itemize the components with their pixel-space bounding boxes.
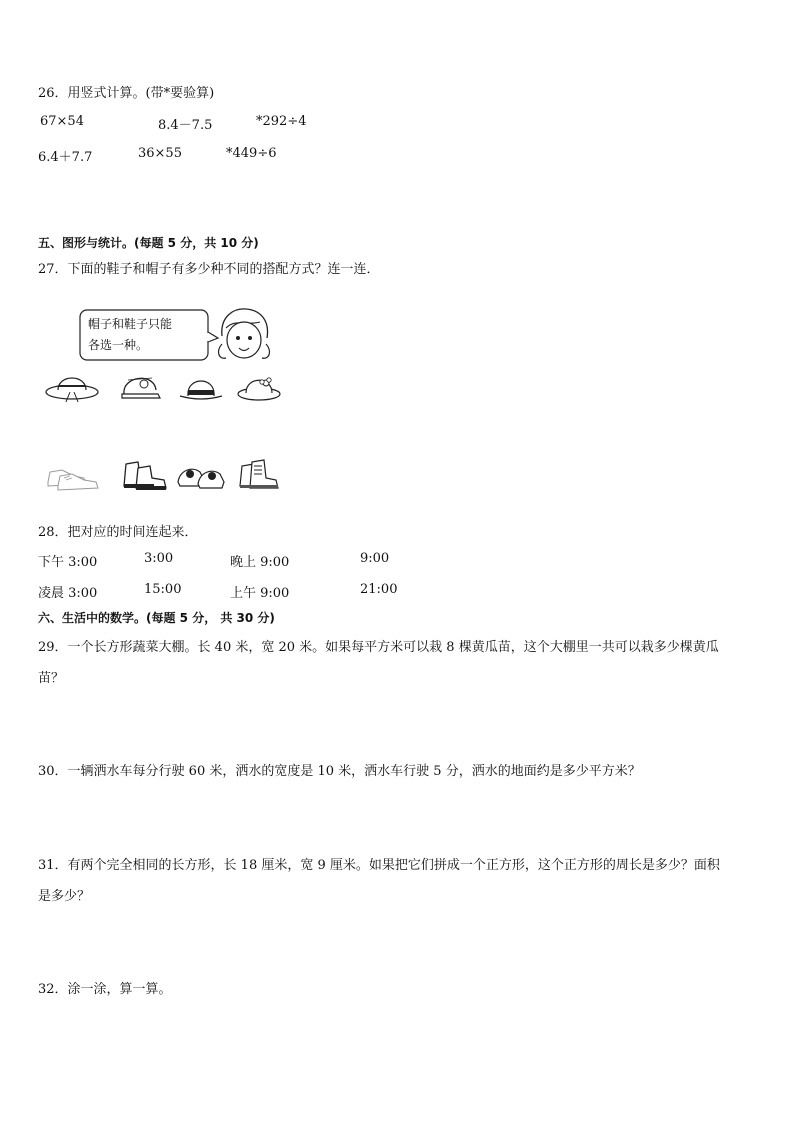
- q26-problem-6: *449÷6: [226, 146, 277, 161]
- q28-time-1: 下午 3:00: [38, 555, 98, 570]
- q29-line-2: 苗？: [38, 671, 65, 686]
- q26-problem-4: 6.4＋7.7: [38, 150, 93, 165]
- sneakers-icon: [44, 460, 102, 490]
- high-top-shoes-icon: [236, 456, 282, 492]
- q32-text: 32．涂一涂，算一算。: [38, 982, 172, 997]
- q28-time-4: 9:00: [360, 551, 390, 566]
- q28-time-6: 15:00: [144, 582, 182, 597]
- q28-time-8: 21:00: [360, 582, 398, 597]
- boots-icon: [118, 456, 168, 492]
- sport-shoes-icon: [176, 460, 226, 492]
- q31-line-2: 是多少？: [38, 889, 91, 904]
- q26-problem-2: 8.4－7.5: [158, 118, 213, 133]
- q27-text: 27．下面的鞋子和帽子有多少种不同的搭配方式？连一连．: [38, 262, 380, 277]
- flower-hat-icon: [236, 370, 282, 402]
- q26-title: 26．用竖式计算。(带*要验算): [38, 86, 215, 101]
- bubble-line-1: 帽子和鞋子只能: [88, 317, 173, 331]
- bubble-line-2: 各选一种。: [88, 338, 149, 352]
- q26-problem-5: 36×55: [138, 146, 182, 161]
- section5-title: 五、图形与统计。(每题 5 分，共 10 分): [38, 236, 259, 250]
- cap-icon: [118, 368, 162, 402]
- q26-problem-1: 67×54: [40, 114, 84, 129]
- girl-face-icon: [214, 306, 274, 366]
- q31-line-1: 31．有两个完全相同的长方形，长 18 厘米，宽 9 厘米。如果把它们拼成一个正方形，这个正方形的周长是多少？面积: [38, 858, 720, 873]
- q28-time-5: 凌晨 3:00: [38, 586, 98, 601]
- q28-time-2: 3:00: [144, 551, 174, 566]
- section6-title: 六、生活中的数学。(每题 5 分， 共 30 分): [38, 611, 275, 625]
- q29-line-1: 29．一个长方形蔬菜大棚。长 40 米，宽 20 米。如果每平方米可以栽 8 棵黄瓜苗，这个大棚里一共可以栽多少棵黄瓜: [38, 640, 719, 655]
- sun-hat-icon: [44, 368, 102, 404]
- speech-bubble: [76, 308, 214, 362]
- q28-title: 28．把对应的时间连起来．: [38, 525, 198, 540]
- q28-time-7: 上午 9:00: [230, 586, 290, 601]
- fedora-icon: [178, 372, 224, 402]
- q26-problem-3: *292÷4: [256, 114, 307, 129]
- q30-text: 30．一辆洒水车每分行驶 60 米，洒水的宽度是 10 米，洒水车行驶 5 分，洒水的地面约是多少平方米？: [38, 764, 641, 779]
- q28-time-3: 晚上 9:00: [230, 555, 290, 570]
